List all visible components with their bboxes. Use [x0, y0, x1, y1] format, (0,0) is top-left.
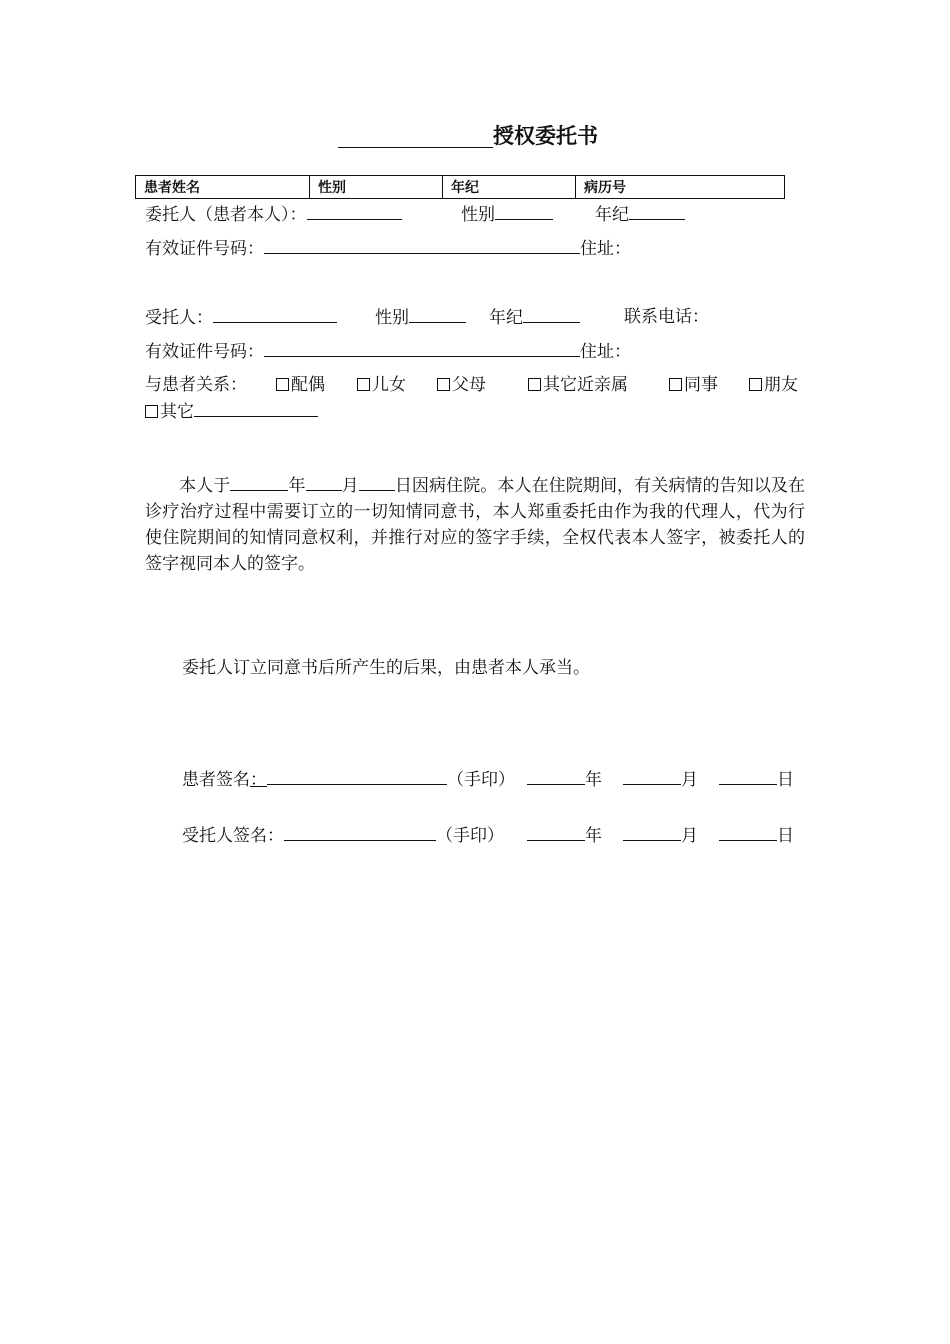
agent-id-field[interactable]	[264, 341, 580, 357]
principal-id-row	[145, 238, 631, 259]
checkbox-icon[interactable]	[357, 378, 370, 391]
patient-signature-label: 患者签名	[182, 770, 250, 790]
principal-gender-label: 性别	[461, 205, 495, 225]
patient-day-field[interactable]	[719, 769, 777, 785]
patient-month-field[interactable]	[623, 769, 681, 785]
relation-other-relatives[interactable]: 其它近亲属	[528, 375, 628, 395]
principal-name-field[interactable]	[307, 204, 402, 220]
table-header-age: 年纪	[443, 176, 576, 199]
relation-other[interactable]: 其它	[145, 401, 318, 422]
agent-gender-field[interactable]	[409, 307, 466, 323]
patient-month: 月	[623, 769, 698, 790]
table-header-record-no: 病历号	[576, 176, 785, 199]
relation-children[interactable]: 儿女	[357, 375, 406, 395]
agent-phone-label: 联系电话：	[624, 307, 709, 327]
agent-age	[489, 307, 580, 328]
agent-label: 受托人：	[145, 308, 213, 328]
principal-id-field[interactable]	[264, 238, 580, 254]
consequence-paragraph: 委托人订立同意书后所产生的后果，由患者本人承当。	[182, 658, 590, 678]
agent-gender-label: 性别	[375, 308, 409, 328]
agent-name-field[interactable]	[213, 307, 337, 323]
patient-date: 年	[527, 769, 602, 790]
principal-gender-field[interactable]	[495, 204, 553, 220]
agent-day: 日	[719, 825, 794, 846]
agent-address-label: 住址：	[580, 342, 631, 362]
checkbox-icon[interactable]	[749, 378, 762, 391]
agent-signature-field[interactable]	[284, 825, 436, 841]
principal-id-label: 有效证件号码：	[145, 239, 264, 259]
title-blank[interactable]	[338, 147, 493, 148]
agent-gender	[375, 307, 466, 328]
agent-id-label: 有效证件号码：	[145, 342, 264, 362]
relation-colleague[interactable]: 同事	[669, 375, 718, 395]
principal-row	[145, 204, 402, 225]
principal-age	[595, 204, 685, 225]
checkbox-icon[interactable]	[437, 378, 450, 391]
checkbox-icon[interactable]	[276, 378, 289, 391]
patient-signature-field[interactable]	[267, 769, 447, 785]
agent-phone	[624, 307, 709, 327]
agent-age-field[interactable]	[523, 307, 580, 323]
agent-month: 月	[623, 825, 698, 846]
admit-year-field[interactable]	[230, 475, 288, 491]
admit-day-field[interactable]	[359, 475, 395, 491]
agent-signature-row: 受托人签名： （手印）	[182, 826, 504, 846]
page-title: 授权委托书	[493, 124, 598, 148]
checkbox-icon[interactable]	[528, 378, 541, 391]
patient-year-field[interactable]	[527, 769, 585, 785]
agent-year-field[interactable]	[527, 825, 585, 841]
agent-age-label: 年纪	[489, 308, 523, 328]
agent-row	[145, 307, 337, 328]
principal-gender	[461, 204, 553, 225]
agent-id-row	[145, 341, 631, 362]
relation-spouse[interactable]: 配偶	[276, 375, 325, 395]
patient-day: 日	[719, 769, 794, 790]
agent-date: 年	[527, 825, 602, 846]
relation-friend[interactable]: 朋友	[749, 375, 798, 395]
table-header-gender: 性别	[310, 176, 443, 199]
checkbox-icon[interactable]	[669, 378, 682, 391]
principal-age-field[interactable]	[629, 204, 685, 220]
checkbox-icon[interactable]	[145, 405, 158, 418]
agent-signature-label: 受托人签名：	[182, 826, 284, 846]
principal-label: 委托人（患者本人）：	[145, 205, 307, 225]
relation-other-field[interactable]	[194, 401, 318, 417]
table-row	[136, 176, 785, 199]
authorization-paragraph: 本人于 年 月 日因病住院。本人在住院期间，有关病情的告知以及在诊疗治疗过程中需要订立的一切知情同意书，本人郑重委托由作为我的代理人，代为行使住院期间的知情同意权利，并推行对应的签字手续，全权代表本人签字，被委托人的签字视同本人的签字。	[145, 476, 805, 574]
principal-age-label: 年纪	[595, 205, 629, 225]
agent-day-field[interactable]	[719, 825, 777, 841]
admit-month-field[interactable]	[306, 475, 342, 491]
relation-label: 与患者关系：	[145, 375, 247, 395]
patient-signature-row: 患者签名： （手印）	[182, 770, 515, 790]
principal-address-label: 住址：	[580, 239, 631, 259]
agent-month-field[interactable]	[623, 825, 681, 841]
table-header-name: 患者姓名	[136, 176, 310, 199]
relation-parents[interactable]: 父母	[437, 375, 486, 395]
patient-info-table	[135, 175, 785, 199]
